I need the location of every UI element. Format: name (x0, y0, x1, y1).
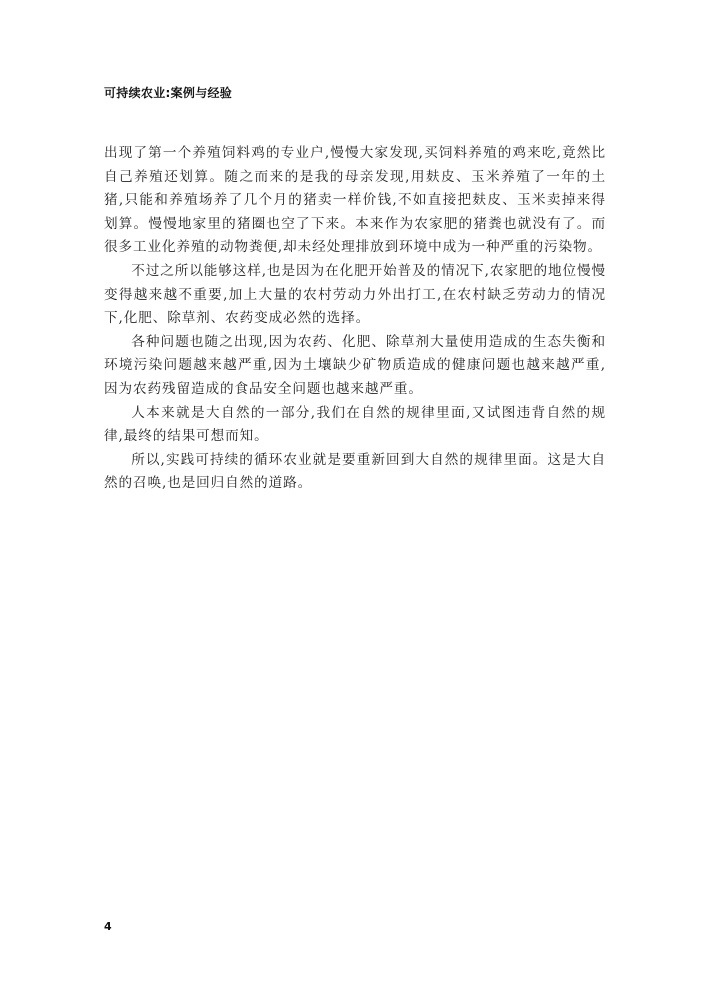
paragraph: 不过之所以能够这样,也是因为在化肥开始普及的情况下,农家肥的地位慢慢变得越来越不重要,加上大量的农村劳动力外出打工,在农村缺乏劳动力的情况下,化肥、除草剂、农药变成必然的选择。 (104, 262, 606, 327)
paragraph: 各种问题也随之出现,因为农药、化肥、除草剂大量使用造成的生态失衡和环境污染问题越来越严重,因为土壤缺少矿物质造成的健康问题也越来越严重,因为农药残留造成的食品安全问题也越来越严重。 (104, 333, 606, 397)
body-text (104, 142, 606, 496)
page-number: 4 (104, 920, 112, 933)
paragraph: 所以,实践可持续的循环农业就是要重新回到大自然的规律里面。这是大自然的召唤,也是回归自然的道路。 (104, 451, 606, 492)
paragraph: 人本来就是大自然的一部分,我们在自然的规律里面,又试图违背自然的规律,最终的结果可想而知。 (104, 404, 606, 445)
running-header-title: 可持续农业:案例与经验 (104, 86, 233, 100)
paragraph-continuation: 出现了第一个养殖饲料鸡的专业户,慢慢大家发现,买饲料养殖的鸡来吃,竟然比自己养殖还划算。随之而来的是我的母亲发现,用麸皮、玉米养殖了一年的土猪,只能和养殖场养了几个月的猪卖一样价钱,不如直接把麸皮、玉米卖掉来得划算。慢慢地家里的猪圈也空了下来。本来作为农家肥的猪粪也就没有了。而很多工业化养殖的动物粪便,却未经处理排放到环境中成为一种严重的污染物。 (104, 145, 606, 256)
